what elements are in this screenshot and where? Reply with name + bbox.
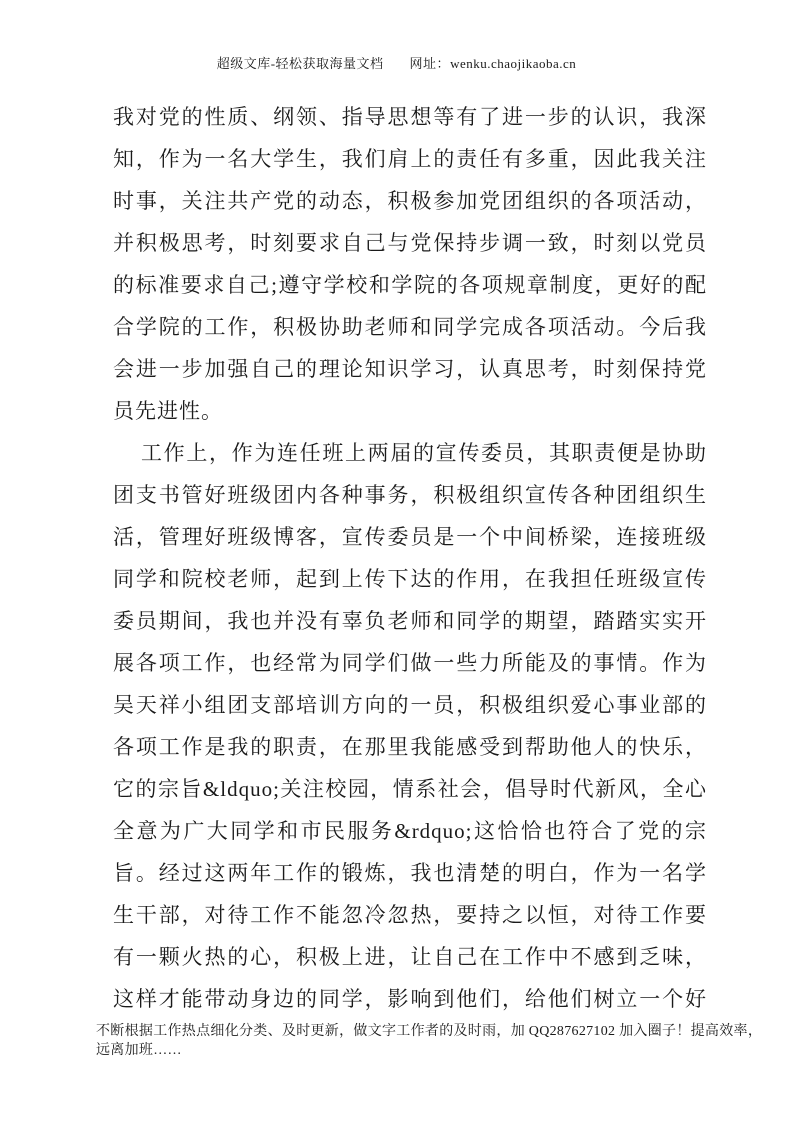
header-site-name: 超级文库-轻松获取海量文档 xyxy=(216,56,384,71)
footer-line: 远离加班…… xyxy=(96,1043,182,1058)
text-line: 的标准要求自己;遵守学校和学院的各项规章制度，更好的配 xyxy=(113,273,707,297)
text-line: 各项工作是我的职责，在那里我能感受到帮助他人的快乐， xyxy=(113,735,707,759)
text-line: 知，作为一名大学生，我们肩上的责任有多重，因此我关注 xyxy=(113,147,707,171)
text-line: 这样才能带动身边的同学，影响到他们，给他们树立一个好 xyxy=(113,987,707,1011)
text-line: 会进一步加强自己的理论知识学习，认真思考，时刻保持党 xyxy=(113,357,707,381)
page-header xyxy=(0,53,793,72)
text-line: 员先进性。 xyxy=(113,399,223,423)
text-line: 有一颗火热的心，积极上进，让自己在工作中不感到乏味， xyxy=(113,945,707,969)
header-url: wenku.chaojikaoba.cn xyxy=(450,56,577,71)
text-line: 我对党的性质、纲领、指导思想等有了进一步的认识，我深 xyxy=(113,105,707,129)
text-line: 旨。经过这两年工作的锻炼，我也清楚的明白，作为一名学 xyxy=(113,861,707,885)
text-line: 吴天祥小组团支部培训方向的一员，积极组织爱心事业部的 xyxy=(113,693,707,717)
text-line: 团支书管好班级团内各种事务，积极组织宣传各种团组织生 xyxy=(113,483,707,507)
text-line: 合学院的工作，积极协助老师和同学完成各项活动。今后我 xyxy=(113,315,707,339)
text-line: 并积极思考，时刻要求自己与党保持步调一致，时刻以党员 xyxy=(113,231,707,255)
text-line: 委员期间，我也并没有辜负老师和同学的期望，踏踏实实开 xyxy=(113,609,707,633)
text-line: 活，管理好班级博客，宣传委员是一个中间桥梁，连接班级 xyxy=(113,525,707,549)
page-footer xyxy=(96,1022,763,1060)
text-line: 它的宗旨&ldquo;关注校园，情系社会，倡导时代新风，全心 xyxy=(113,777,707,801)
text-line: 工作上，作为连任班上两届的宣传委员，其职责便是协助 xyxy=(141,441,707,465)
text-line: 展各项工作，也经常为同学们做一些力所能及的事情。作为 xyxy=(113,651,707,675)
text-line: 同学和院校老师，起到上传下达的作用，在我担任班级宣传 xyxy=(113,567,707,591)
footer-line: 不断根据工作热点细化分类、及时更新，做文字工作者的及时雨，加 QQ287627102 加入圈子！提高效率， xyxy=(96,1024,763,1039)
text-line: 时事，关注共产党的动态，积极参加党团组织的各项活动， xyxy=(113,189,707,213)
text-line: 生干部，对待工作不能忽冷忽热，要持之以恒，对待工作要 xyxy=(113,903,707,927)
text-line: 全意为广大同学和市民服务&rdquo;这恰恰也符合了党的宗 xyxy=(113,819,707,843)
document-body xyxy=(113,96,707,1020)
header-url-label: 网址： xyxy=(409,56,451,71)
